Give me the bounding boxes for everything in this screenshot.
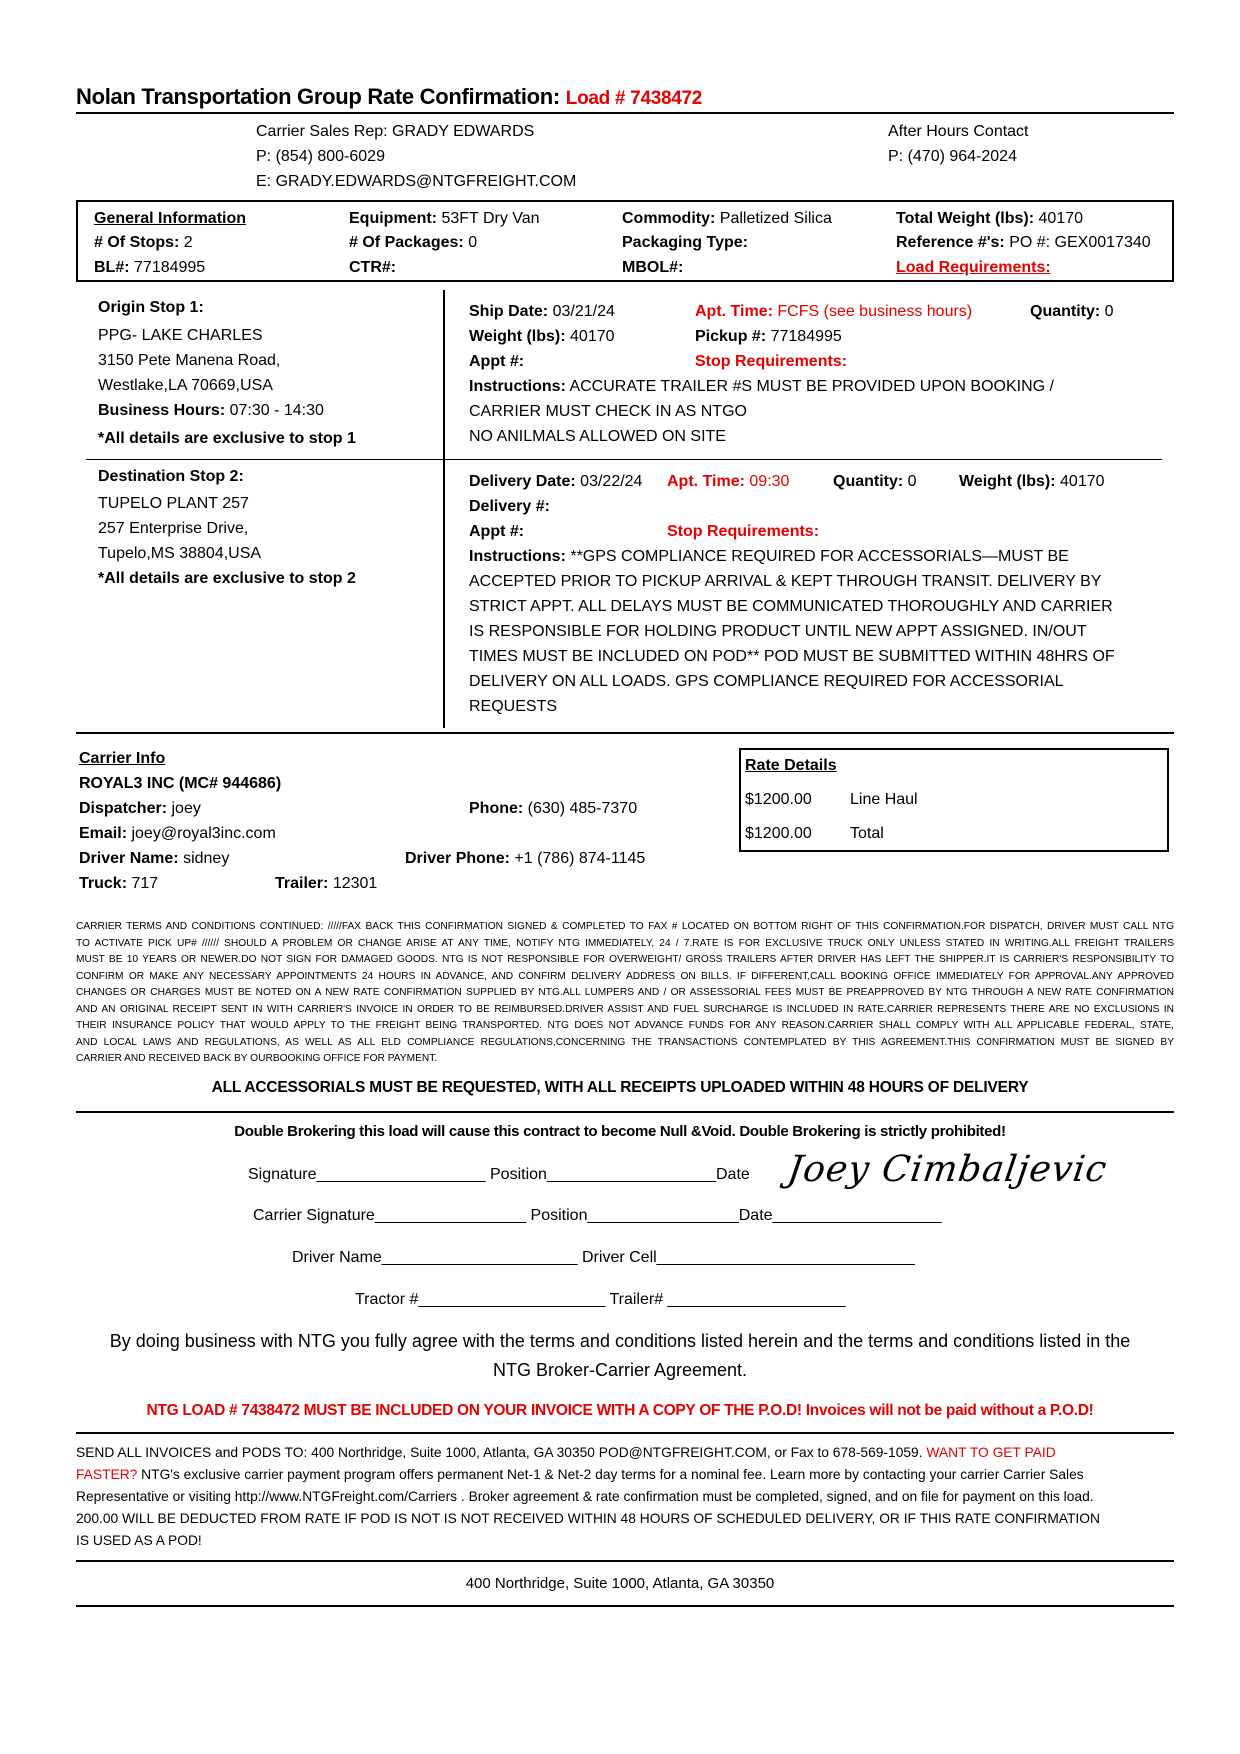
- terms-line-9: CARRIER AND RECEIVED BACK BY OURBOOKING OFFICE FOR PAYMENT.: [76, 1053, 438, 1064]
- carrier-name: ROYAL3 INC (MC# 944686): [79, 775, 282, 792]
- rate-total-amount: $1200.00: [745, 825, 812, 842]
- driver-phone-value: +1 (786) 874-1145: [514, 850, 646, 867]
- agreement-line-1: By doing business with NTG you fully agree with the terms and conditions listed herein and the terms and conditions listed in the: [109, 1331, 1131, 1351]
- destination-exclusive-note: *All details are exclusive to stop 2: [98, 570, 356, 587]
- bl-value: 77184995: [134, 259, 206, 276]
- truck: [79, 875, 158, 893]
- terms-line-7: THEIR INSURANCE POLICY THAT WOULD APPLY TO THE FREIGHT BEING TRANSPORTED. NTG DOES NOT ADVANCE FUNDS FOR ANY REASON.CARRIER SHALL COMPLY WITH ALL APPLICABLE FEDERAL, STATE,: [76, 1020, 1174, 1031]
- origin-instructions-label: Instructions:: [469, 378, 566, 395]
- title-text: Nolan Transportation Group Rate Confirmation:: [76, 84, 560, 109]
- dispatcher: [79, 800, 201, 818]
- origin-exclusive-note: *All details are exclusive to stop 1: [98, 430, 356, 447]
- destination-apt-time-label: Apt. Time:: [667, 473, 745, 490]
- page-title: [76, 84, 702, 110]
- stops-field: [94, 234, 193, 252]
- bl-field: [94, 259, 205, 277]
- origin-apt-time-label: Apt. Time:: [695, 303, 773, 320]
- pod-notice: NTG LOAD # 7438472 MUST BE INCLUDED ON YOUR INVOICE WITH A COPY OF THE P.O.D! Invoices will not be paid without a P.O.D!: [146, 1402, 1094, 1419]
- equipment-label: Equipment:: [349, 210, 437, 227]
- origin-instructions-text-1: ACCURATE TRAILER #S MUST BE PROVIDED UPON BOOKING /: [569, 378, 1054, 395]
- total-weight-label: Total Weight (lbs):: [896, 210, 1035, 227]
- origin-instructions-line-3: NO ANILMALS ALLOWED ON SITE: [469, 428, 726, 445]
- destination-heading: Destination Stop 2:: [98, 468, 244, 485]
- mbol-label: MBOL#:: [622, 259, 684, 276]
- driver-phone: [405, 850, 645, 868]
- rate-box-left-shadow: [739, 750, 741, 860]
- title-divider: [76, 112, 1174, 114]
- origin-apt-time-value: FCFS (see business hours): [777, 303, 973, 320]
- sales-email: E: GRADY.EDWARDS@NTGFREIGHT.COM: [256, 173, 577, 190]
- rate-line-haul-amount: $1200.00: [745, 791, 812, 808]
- stops-value: 2: [183, 234, 193, 251]
- rate-details-heading: Rate Details: [745, 757, 837, 774]
- origin-weight-label: Weight (lbs):: [469, 328, 566, 345]
- commodity-value: Palletized Silica: [719, 210, 832, 227]
- equipment-field: [349, 210, 540, 228]
- destination-quantity-label: Quantity:: [833, 473, 904, 490]
- trailer-value: 12301: [332, 875, 378, 892]
- pickup-number: [695, 328, 842, 346]
- invoice-line-3: Representative or visiting http://www.NTGFreight.com/Carriers . Broker agreement & rate confirmation must be completed, signed, and on file for payment on this load.: [76, 1489, 1094, 1504]
- invoice-divider: [76, 1560, 1174, 1562]
- destination-address-1: 257 Enterprise Drive,: [98, 520, 249, 537]
- origin-weight: [469, 328, 615, 346]
- origin-hours: [98, 402, 324, 420]
- terms-line-3: MUST BE 10 YEARS OR NEWER.DO NOT SIGN FOR DAMAGED GOODS. NTG IS NOT RESPONSIBLE FOR OVERWEIGHT/ GROSS TRAILERS AFTER DRIVER HAS LEFT THE SHIPPER.IT IS CARRIER'S RESPONSIBILITY TO: [76, 954, 1174, 965]
- pod-divider: [76, 1432, 1174, 1434]
- packages-label: # Of Packages:: [349, 234, 464, 251]
- carrier-phone-label: Phone:: [469, 800, 524, 817]
- stops-vertical-divider: [443, 290, 445, 728]
- trailer: [275, 875, 377, 893]
- destination-weight-label: Weight (lbs):: [959, 473, 1056, 490]
- destination-weight-value: 40170: [1060, 473, 1105, 490]
- carrier-email-label: Email:: [79, 825, 128, 842]
- destination-weight: [959, 473, 1105, 491]
- origin-address-1: 3150 Pete Manena Road,: [98, 352, 281, 369]
- terms-line-1: CARRIER TERMS AND CONDITIONS CONTINUED: /////FAX BACK THIS CONFIRMATION SIGNED & COMPLETED TO FAX # LOCATED ON BOTTOM RIGHT OF THIS CONFIRMATION.FOR DISPATCH, DRIVER MUST CALL NTG: [76, 921, 1174, 932]
- carrier-email-value: joey@royal3inc.com: [131, 825, 276, 842]
- destination-quantity-value: 0: [907, 473, 917, 490]
- origin-apt-time: [695, 303, 972, 321]
- pickup-value: 77184995: [770, 328, 842, 345]
- carrier-phone-value: (630) 485-7370: [527, 800, 638, 817]
- origin-heading: Origin Stop 1:: [98, 299, 204, 316]
- delivery-date: [469, 473, 642, 491]
- signature-line-2[interactable]: Carrier Signature_________________ Position_________________Date___________________: [253, 1207, 942, 1224]
- origin-appt-label: Appt #:: [469, 353, 525, 370]
- destination-apt-time: [667, 473, 789, 491]
- footer-divider: [76, 1605, 1174, 1607]
- destination-stop-requirements: Stop Requirements:: [667, 523, 820, 540]
- terms-line-2: TO ACTIVATE PICK UP# ////// SHOULD A PROBLEM OR CHANGE ARISE AT ANY TIME, NOTIFY NTG IMMEDIATELY, 24 / 7.RATE IS FOR EXCLUSIVE TRUCK ONLY UNLESS STATED IN WRITING.ALL FREIGHT TRAILERS: [76, 937, 1174, 949]
- footer-address: 400 Northridge, Suite 1000, Atlanta, GA 30350: [465, 1575, 775, 1592]
- destination-instructions-line-2: ACCEPTED PRIOR TO PICKUP ARRIVAL & KEPT THROUGH TRANSIT. DELIVERY BY: [469, 573, 1102, 590]
- terms-line-5: CHANGES OR CHARGES MUST BE NOTED ON A NEW RATE CONFIRMATION SUPPLIED BY NTG.ALL LUMPERS AND / OR ASSESSORIAL FEES MUST BE PREAPPROVED BY NTG THROUGH A NEW RATE CONFIRMATION: [76, 987, 1174, 998]
- origin-instructions-line-2: CARRIER MUST CHECK IN AS NTGO: [469, 403, 747, 420]
- driver-name: [79, 850, 229, 868]
- origin-stop-requirements: Stop Requirements:: [695, 353, 848, 370]
- destination-instructions-line-4: IS RESPONSIBLE FOR HOLDING PRODUCT UNTIL NEW APPT ASSIGNED. IN/OUT: [469, 623, 1087, 640]
- total-weight-field: [896, 210, 1083, 228]
- carrier-phone: [469, 800, 637, 818]
- general-info-heading: General Information: [94, 210, 247, 227]
- destination-instructions-line-5: TIMES MUST BE INCLUDED ON POD** POD MUST BE SUBMITTED WITHIN 48HRS OF: [469, 648, 1115, 665]
- destination-apt-time-value: 09:30: [749, 473, 790, 490]
- packaging-label: Packaging Type:: [622, 234, 748, 251]
- origin-name: PPG- LAKE CHARLES: [98, 327, 263, 344]
- paid-faster-promo-2: FASTER?: [76, 1467, 138, 1482]
- equipment-value: 53FT Dry Van: [441, 210, 540, 227]
- driver-phone-label: Driver Phone:: [405, 850, 510, 867]
- sales-rep: Carrier Sales Rep: GRADY EDWARDS: [256, 123, 535, 140]
- destination-instructions-line-1: [469, 548, 1069, 566]
- origin-weight-value: 40170: [570, 328, 615, 345]
- terms-line-8: AND LOCAL LAWS AND REGULATIONS, AS WELL AS ALL ELD COMPLIANCE REGULATIONS,CONCERNING THE TRANSACTIONS CONTEMPLATED BY THIS AGREEMENT.THIS CONFIRMATION MUST BE SIGNED BY: [76, 1036, 1174, 1048]
- destination-instructions-line-6: DELIVERY ON ALL LOADS. GPS COMPLIANCE REQUIRED FOR ACCESSORIAL: [469, 673, 1064, 690]
- double-brokering-notice: Double Brokering this load will cause this contract to become Null &Void. Double Brokering is strictly prohibited!: [234, 1123, 1006, 1140]
- ship-date-value: 03/21/24: [552, 303, 615, 320]
- signature-line-3[interactable]: Driver Name______________________ Driver Cell_____________________________: [292, 1249, 915, 1266]
- invoice-line-2: [76, 1467, 1084, 1482]
- signature-line-4[interactable]: Tractor #_____________________ Trailer# ____________________: [355, 1291, 846, 1308]
- accessorials-divider: [76, 1111, 1174, 1113]
- pickup-label: Pickup #:: [695, 328, 767, 345]
- driver-name-label: Driver Name:: [79, 850, 179, 867]
- destination-appt-label: Appt #:: [469, 523, 525, 540]
- carrier-email: [79, 825, 276, 843]
- invoice-line-1-text: SEND ALL INVOICES and PODS TO: 400 Northridge, Suite 1000, Atlanta, GA 30350 POD@NTGFREIGHT.COM, or Fax to 678-569-1059.: [76, 1445, 927, 1460]
- stops-label: # Of Stops:: [94, 234, 180, 251]
- destination-instructions-text-1: **GPS COMPLIANCE REQUIRED FOR ACCESSORIALS—MUST BE: [570, 548, 1069, 565]
- packages-field: [349, 234, 477, 252]
- destination-quantity: [833, 473, 917, 491]
- signature-line-1[interactable]: Signature___________________ Position___________________Date: [248, 1166, 750, 1183]
- dispatcher-label: Dispatcher:: [79, 800, 168, 817]
- rate-total-label: Total: [850, 825, 884, 842]
- destination-address-2: Tupelo,MS 38804,USA: [98, 545, 262, 562]
- delivery-date-value: 03/22/24: [580, 473, 643, 490]
- ship-date-label: Ship Date:: [469, 303, 549, 320]
- origin-hours-label: Business Hours:: [98, 402, 226, 419]
- invoice-line-2-text: NTG's exclusive carrier payment program offers permanent Net-1 & Net-2 day terms for a nominal fee. Learn more by contacting your carrier Carrier Sales: [137, 1467, 1084, 1482]
- carrier-info-heading: Carrier Info: [79, 750, 166, 767]
- paid-faster-promo-1: WANT TO GET PAID: [926, 1445, 1056, 1460]
- bl-label: BL#:: [94, 259, 130, 276]
- after-hours-phone: P: (470) 964-2024: [888, 148, 1017, 165]
- accessorials-notice: ALL ACCESSORIALS MUST BE REQUESTED, WITH ALL RECEIPTS UPLOADED WITHIN 48 HOURS OF DELIVERY: [211, 1079, 1029, 1096]
- handwritten-signature: Joey Cimbaljevic: [785, 1149, 1110, 1190]
- load-requirements: Load Requirements:: [896, 259, 1051, 276]
- invoice-line-1: [76, 1445, 1056, 1460]
- commodity-label: Commodity:: [622, 210, 716, 227]
- destination-name: TUPELO PLANT 257: [98, 495, 249, 512]
- sales-phone: P: (854) 800-6029: [256, 148, 385, 165]
- destination-instructions-label: Instructions:: [469, 548, 566, 565]
- dispatcher-value: joey: [171, 800, 201, 817]
- delivery-date-label: Delivery Date:: [469, 473, 576, 490]
- truck-label: Truck:: [79, 875, 128, 892]
- reference-value: PO #: GEX0017340: [1009, 234, 1151, 251]
- invoice-line-5: IS USED AS A POD!: [76, 1533, 202, 1548]
- origin-quantity: [1030, 303, 1114, 321]
- delivery-number-label: Delivery #:: [469, 498, 550, 515]
- destination-instructions-line-7: REQUESTS: [469, 698, 558, 715]
- origin-quantity-label: Quantity:: [1030, 303, 1101, 320]
- load-number: Load # 7438472: [565, 88, 703, 109]
- packages-value: 0: [468, 234, 478, 251]
- terms-line-4: CONFIRM OR MAKE ANY NECESSARY APPOINTMENTS 24 HOURS IN ADVANCE, AND CONFIRM DELIVERY ADDRESS ON BILLS. IF DIFFERENT,CALL BOOKING OFFICE IMMEDIATELY FOR APPROVAL.ANY APPROVED: [76, 970, 1174, 982]
- origin-quantity-value: 0: [1104, 303, 1114, 320]
- origin-instructions-line-1: [469, 378, 1054, 396]
- total-weight-value: 40170: [1038, 210, 1084, 227]
- terms-line-6: AND AN ORIGINAL RECEIPT SENT IN WITH CARRIER'S INVOICE IN ORDER TO BE REIMBURSED.DRIVER ASSIST AND FUEL SURCHARGE IS INCLUDED IN RATE.CARRIER REPRESENTS THERE ARE NO EXCLUSIONS IN: [76, 1003, 1174, 1015]
- invoice-line-4: 200.00 WILL BE DEDUCTED FROM RATE IF POD IS NOT IS NOT RECEIVED WITHIN 48 HOURS OF SCHEDULED DELIVERY, OR IF THIS RATE CONFIRMATION: [76, 1511, 1100, 1526]
- reference-label: Reference #'s:: [896, 234, 1005, 251]
- rate-line-haul-label: Line Haul: [850, 791, 918, 808]
- ship-date: [469, 303, 615, 321]
- after-hours-label: After Hours Contact: [888, 123, 1029, 140]
- truck-value: 717: [131, 875, 159, 892]
- driver-name-value: sidney: [183, 850, 230, 867]
- origin-hours-value: 07:30 - 14:30: [229, 402, 324, 419]
- ctr-label: CTR#:: [349, 259, 397, 276]
- commodity-field: [622, 210, 832, 228]
- destination-instructions-line-3: STRICT APPT. ALL DELAYS MUST BE COMMUNICATED THOROUGHLY AND CARRIER: [469, 598, 1113, 615]
- reference-field: [896, 234, 1151, 252]
- stops-horizontal-divider: [86, 459, 1162, 460]
- origin-address-2: Westlake,LA 70669,USA: [98, 377, 273, 394]
- agreement-line-2: NTG Broker-Carrier Agreement.: [492, 1360, 748, 1380]
- trailer-label: Trailer:: [275, 875, 329, 892]
- stops-bottom-divider: [76, 732, 1174, 734]
